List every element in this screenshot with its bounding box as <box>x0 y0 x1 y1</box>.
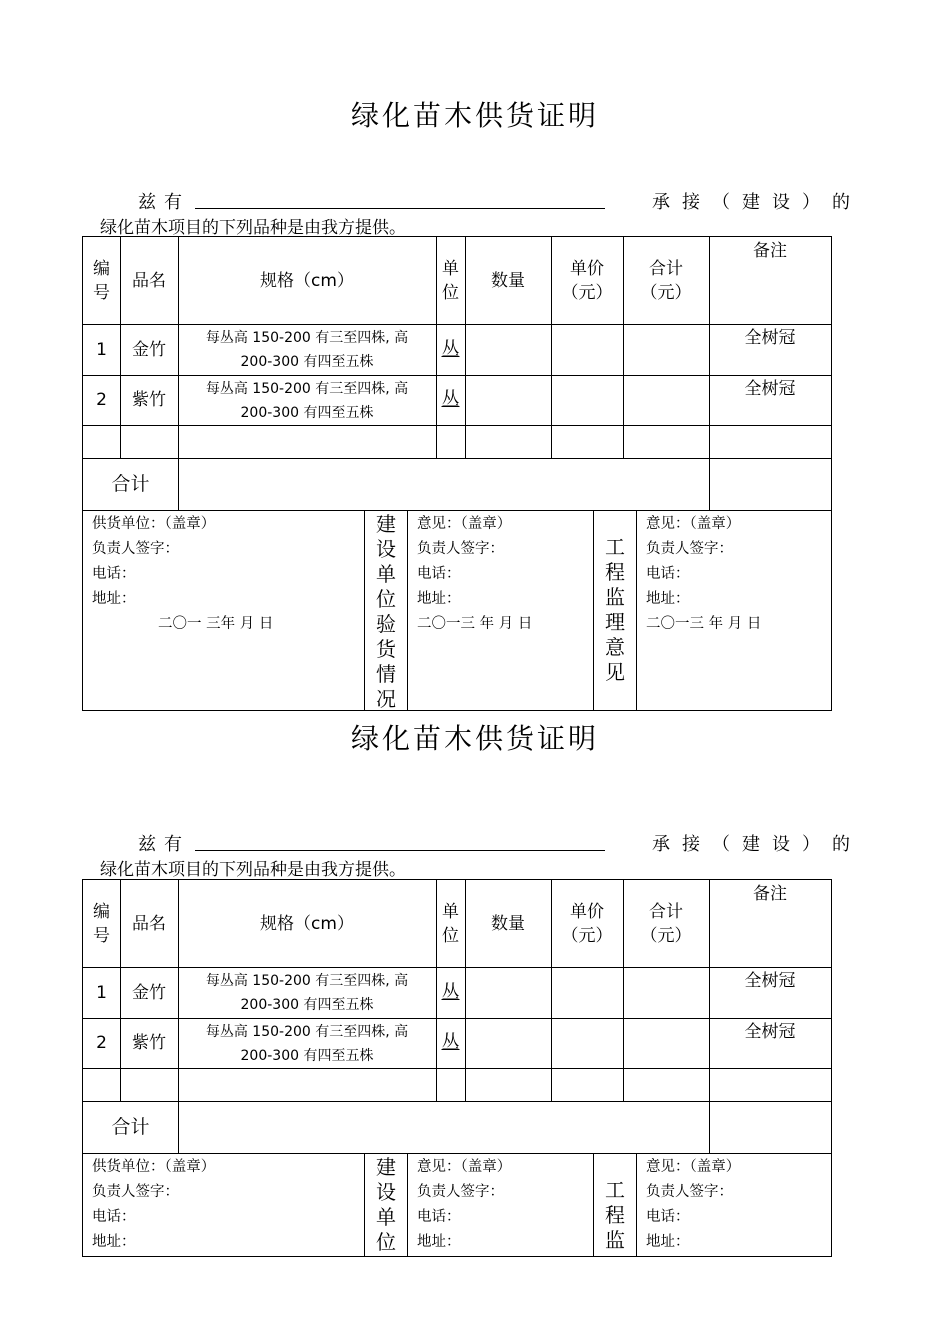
supplier-block: 供货单位：（盖章） 负责人签字： 电话： 地址： 二〇一 三年 月 日 <box>92 516 274 632</box>
row-spec: 每丛高 150-200 有三至四株, 高 200-300 有四至五株 <box>205 973 409 1013</box>
header-unit: 单位 <box>442 901 459 946</box>
opinion-block: 意见：（盖章） 负责人签字： 电话： 地址： <box>417 1159 512 1250</box>
row-unit: 丛 <box>441 981 460 1003</box>
intro-line <box>100 188 862 214</box>
row-no: 1 <box>96 339 107 360</box>
build-label: 建设单位 <box>376 1155 396 1254</box>
header-qty: 数量 <box>491 270 525 291</box>
supply-table <box>82 236 832 711</box>
header-note: 备注 <box>753 241 787 261</box>
intro-line-2: 绿化苗木项目的下列品种是由我方提供。 <box>100 860 406 880</box>
row-note: 全树冠 <box>744 971 796 991</box>
header-no: 编号 <box>93 901 110 946</box>
row-spec: 每丛高 150-200 有三至四株, 高 200-300 有四至五株 <box>205 380 409 421</box>
row-name: 紫竹 <box>132 1033 166 1053</box>
row-unit: 丛 <box>441 1032 460 1053</box>
header-no: 编号 <box>93 258 110 303</box>
row-spec: 每丛高 150-200 有三至四株, 高 200-300 有四至五株 <box>205 1023 409 1064</box>
row-spec: 每丛高 150-200 有三至四株, 高 200-300 有四至五株 <box>205 330 409 370</box>
row-note: 全树冠 <box>744 379 796 399</box>
intro-line-2: 绿化苗木项目的下列品种是由我方提供。 <box>100 218 406 238</box>
row-name: 紫竹 <box>132 390 166 410</box>
intro-tail: 承接（建设）的 <box>652 192 862 213</box>
sum-label: 合计 <box>111 473 150 495</box>
supply-table <box>82 879 832 1257</box>
row-name: 金竹 <box>132 339 166 360</box>
header-price: 单价（元） <box>561 901 613 946</box>
row-no: 2 <box>96 1033 107 1053</box>
header-name: 品名 <box>132 913 166 934</box>
row-unit: 丛 <box>441 389 460 410</box>
blank-line <box>195 208 605 209</box>
intro-lead: 兹有 <box>138 192 190 213</box>
row-no: 2 <box>96 390 107 410</box>
header-spec: 规格（cm） <box>260 270 354 291</box>
intro-lead: 兹有 <box>138 834 190 855</box>
doc-title: 绿化苗木供货证明 <box>350 722 599 755</box>
header-total: 合计（元） <box>640 901 692 946</box>
header-qty: 数量 <box>491 913 525 934</box>
blank-line <box>195 850 605 851</box>
intro-line <box>100 830 862 856</box>
row-unit: 丛 <box>441 338 460 360</box>
row-note: 全树冠 <box>744 328 796 348</box>
supervision-block: 意见：（盖章） 负责人签字： 电话： 地址： 二〇一三 年 月 日 <box>646 516 762 632</box>
header-note: 备注 <box>753 884 787 904</box>
row-name: 金竹 <box>132 982 166 1003</box>
header-name: 品名 <box>132 270 166 291</box>
row-no: 1 <box>96 982 107 1003</box>
sum-label: 合计 <box>111 1116 150 1138</box>
header-unit: 单位 <box>442 258 459 303</box>
build-label: 建设单位验货情况 <box>376 512 396 711</box>
header-spec: 规格（cm） <box>260 913 354 934</box>
supervision-label: 工程监理意见 <box>605 535 625 684</box>
opinion-block: 意见：（盖章） 负责人签字： 电话： 地址： 二〇一三 年 月 日 <box>417 516 533 632</box>
header-price: 单价（元） <box>561 258 613 303</box>
supervision-block: 意见：（盖章） 负责人签字： 电话： 地址： <box>646 1159 741 1250</box>
supplier-block: 供货单位：（盖章） 负责人签字： 电话： 地址： <box>92 1159 216 1250</box>
doc-title: 绿化苗木供货证明 <box>350 99 599 132</box>
header-total: 合计（元） <box>640 258 692 303</box>
intro-tail: 承接（建设）的 <box>652 834 862 855</box>
supervision-label: 工程监 <box>605 1178 625 1252</box>
row-note: 全树冠 <box>744 1022 796 1042</box>
